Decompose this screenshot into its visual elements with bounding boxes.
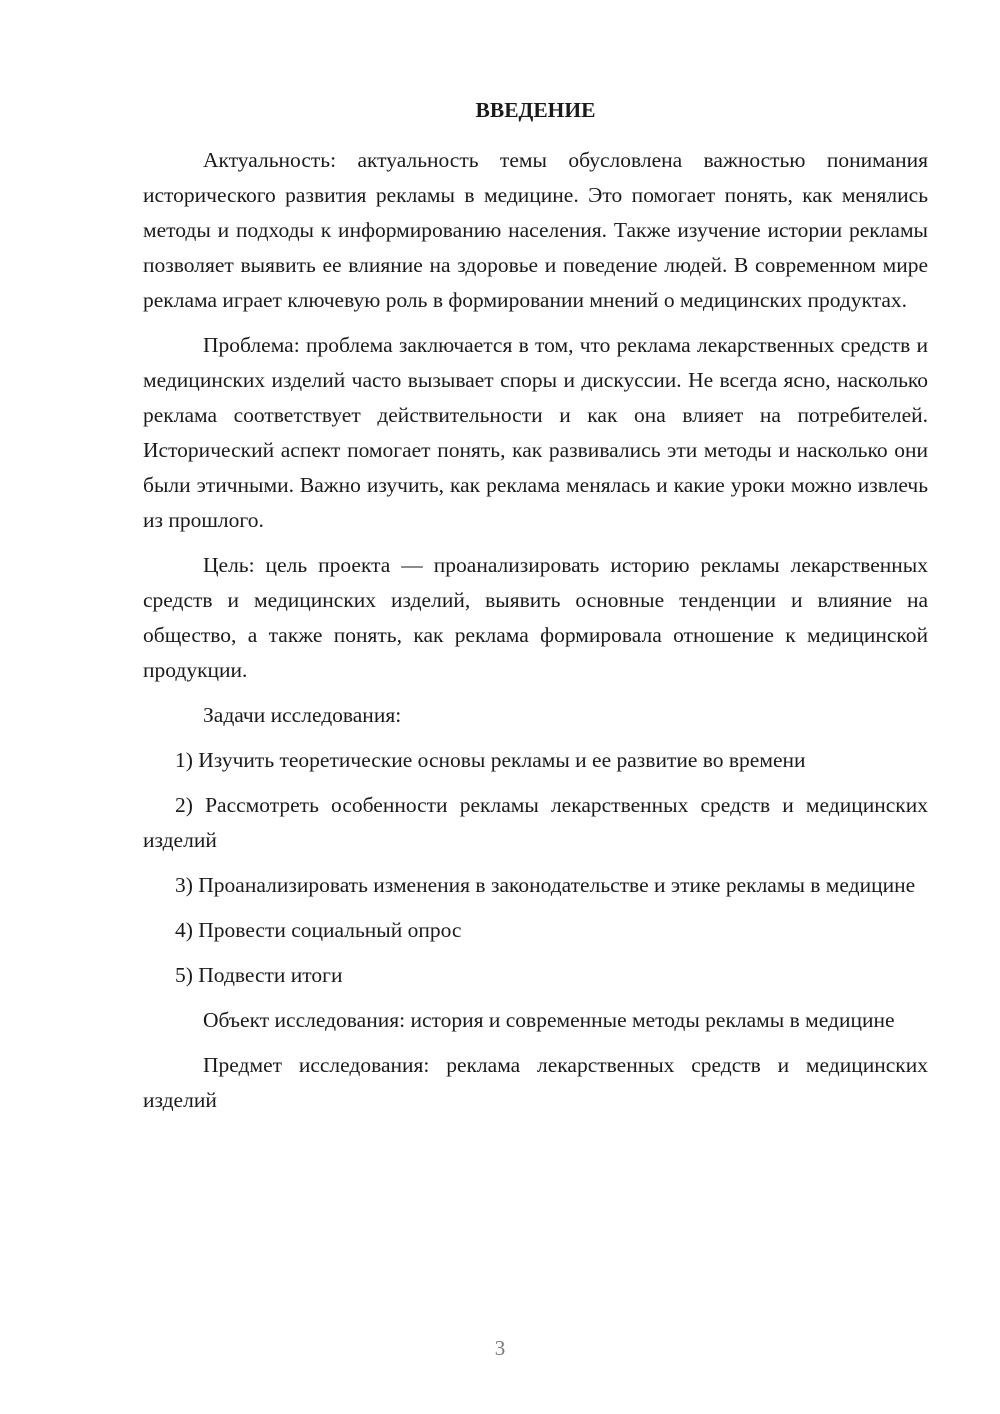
relevance-paragraph: Актуальность: актуальность темы обусловлена важностью понимания исторического развития рекламы в медицине. Это помогает понять, как менялись методы и подходы к информированию населения. Также изучение истории рекламы позволяет выявить ее влияние на здоровье и поведение людей. В современном мире реклама играет ключевую роль в формировании мнений о медицинских продуктах. (143, 148, 928, 312)
subject-paragraph: Предмет исследования: реклама лекарственных средств и медицинских изделий (143, 1053, 928, 1112)
task-item-2: 2) Рассмотреть особенности рекламы лекарственных средств и медицинских изделий (143, 793, 928, 852)
page-content (143, 92, 928, 1128)
object-paragraph: Объект исследования: история и современные методы рекламы в медицине (203, 1008, 895, 1032)
goal-paragraph: Цель: цель проекта — проанализировать историю рекламы лекарственных средств и медицинских изделий, выявить основные тенденции и влияние на общество, а также понять, как реклама формировала отношение к медицинской продукции. (143, 553, 928, 682)
task-item-1: 1) Изучить теоретические основы рекламы и ее развитие во времени (175, 748, 806, 772)
task-item-3: 3) Проанализировать изменения в законодательстве и этике рекламы в медицине (175, 873, 916, 897)
tasks-heading: Задачи исследования: (203, 703, 402, 727)
task-item-5: 5) Подвести итоги (175, 963, 343, 987)
problem-paragraph: Проблема: проблема заключается в том, что реклама лекарственных средств и медицинских изделий часто вызывает споры и дискуссии. Не всегда ясно, насколько реклама соответствует действительности и как она влияет на потребителей. Исторический аспект помогает понять, как развивались эти методы и насколько они были этичными. Важно изучить, как реклама менялась и какие уроки можно извлечь из прошлого. (143, 333, 928, 532)
page-title: ВВЕДЕНИЕ (475, 98, 596, 122)
page-number: 3 (494, 1336, 506, 1360)
task-item-4: 4) Провести социальный опрос (175, 918, 462, 942)
